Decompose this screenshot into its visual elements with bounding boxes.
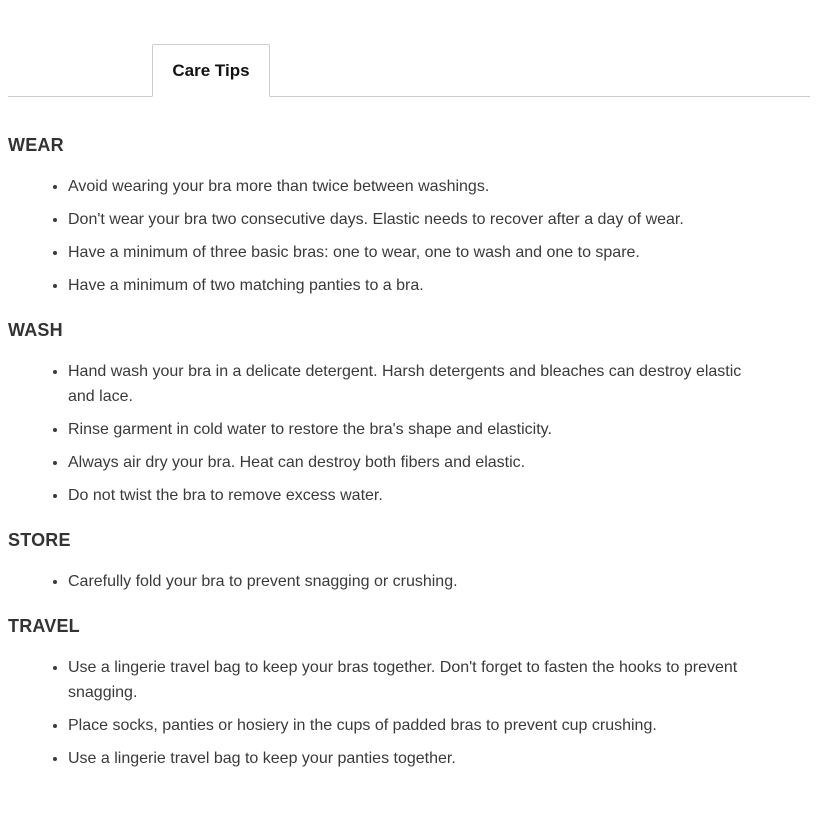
list-item: • Avoid wearing your bra more than twice between washings.: [68, 170, 768, 203]
section-wash: [8, 320, 810, 512]
section-heading-travel: TRAVEL: [8, 616, 80, 636]
list-item: • Have a minimum of two matching panties to a bra.: [68, 269, 768, 302]
section-store: [8, 530, 810, 598]
wear-tips-list: [8, 170, 810, 302]
tab-content: [0, 97, 818, 775]
section-heading-wear: WEAR: [8, 135, 64, 155]
travel-tips-list: [8, 651, 810, 775]
list-item: • Do not twist the bra to remove excess water.: [68, 479, 768, 512]
list-item: • Rinse garment in cold water to restore the bra's shape and elasticity.: [68, 413, 768, 446]
section-heading-wash: WASH: [8, 320, 63, 340]
section-travel: [8, 616, 810, 775]
wash-tips-list: [8, 355, 810, 512]
tab-bar: [8, 44, 810, 97]
list-item: • Place socks, panties or hosiery in the cups of padded bras to prevent cup crushing.: [68, 709, 768, 742]
list-item: • Don't wear your bra two consecutive days. Elastic needs to recover after a day of wear.: [68, 203, 768, 236]
section-wear: [8, 135, 810, 302]
store-tips-list: [8, 565, 810, 598]
list-item: • Use a lingerie travel bag to keep your panties together.: [68, 742, 768, 775]
tab-care-tips[interactable]: Care Tips: [152, 44, 270, 97]
list-item: • Have a minimum of three basic bras: one to wear, one to wash and one to spare.: [68, 236, 768, 269]
list-item: • Use a lingerie travel bag to keep your bras together. Don't forget to fasten the hooks to prevent snagging.: [68, 651, 768, 709]
list-item: • Hand wash your bra in a delicate detergent. Harsh detergents and bleaches can destroy elastic and lace.: [68, 355, 768, 413]
list-item: • Carefully fold your bra to prevent snagging or crushing.: [68, 565, 768, 598]
list-item: • Always air dry your bra. Heat can destroy both fibers and elastic.: [68, 446, 768, 479]
section-heading-store: STORE: [8, 530, 71, 550]
